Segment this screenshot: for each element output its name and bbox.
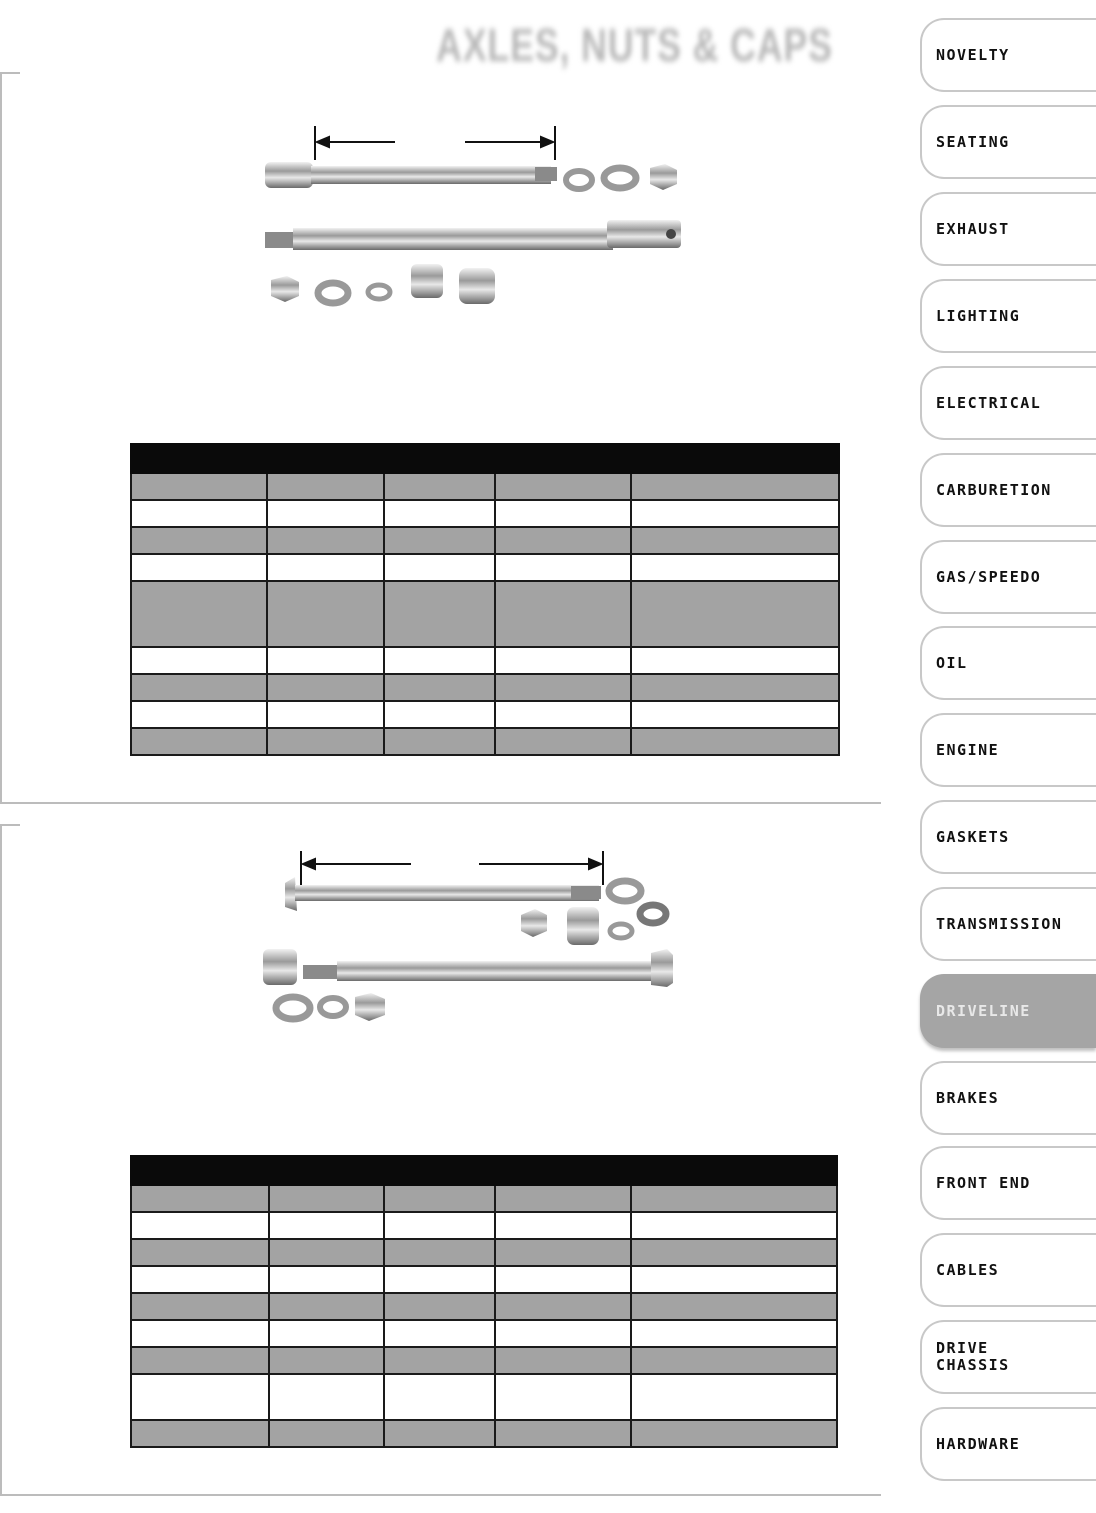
tab-label: DRIVE CHASSIS: [936, 1339, 1010, 1374]
tab-label: SEATING: [936, 132, 1010, 151]
tab-label: BRAKES: [936, 1088, 1000, 1107]
spec-table-1: [130, 443, 840, 756]
tab-oil[interactable]: [920, 626, 1096, 700]
tab-label: ELECTRICAL: [936, 393, 1042, 412]
tab-label: NOVELTY: [936, 45, 1010, 64]
tab-exhaust[interactable]: [920, 192, 1096, 266]
axle-kit-photo-1: [255, 120, 695, 320]
tab-engine[interactable]: [920, 713, 1096, 787]
table-row: [131, 1420, 837, 1447]
tab-label: FRONT END: [936, 1173, 1031, 1192]
tab-label: LIGHTING: [936, 306, 1021, 325]
tab-label: TRANSMISSION: [936, 914, 1063, 933]
tab-label: GAS/SPEEDO: [936, 567, 1042, 586]
table-row: [131, 500, 839, 527]
dimension-arrow: [301, 851, 603, 885]
dimension-arrow: [315, 126, 555, 160]
table-row: [131, 1212, 837, 1239]
table-row: [131, 1239, 837, 1266]
tab-seating[interactable]: [920, 105, 1096, 179]
table-row: [131, 1374, 837, 1420]
tab-label: CABLES: [936, 1260, 1000, 1279]
tab-transmission[interactable]: [920, 887, 1096, 961]
tab-label: HARDWARE: [936, 1434, 1021, 1453]
table-row: [131, 527, 839, 554]
tab-gas-speedo[interactable]: [920, 540, 1096, 614]
page-title: AXLES, NUTS & CAPS: [436, 19, 833, 71]
table-row: [131, 701, 839, 728]
tab-cables[interactable]: [920, 1233, 1096, 1307]
table-header-row: [131, 1156, 837, 1185]
table-header-row: [131, 444, 839, 473]
tab-label: DRIVELINE: [936, 1001, 1031, 1020]
table-row: [131, 581, 839, 647]
tab-novelty[interactable]: [920, 18, 1096, 92]
tab-electrical[interactable]: [920, 366, 1096, 440]
tab-label: OIL: [936, 653, 968, 672]
table-row: [131, 1347, 837, 1374]
tab-hardware[interactable]: [920, 1407, 1096, 1481]
table-row: [131, 554, 839, 581]
tab-brakes[interactable]: [920, 1061, 1096, 1135]
spec-table-2: [130, 1155, 838, 1448]
table-row: [131, 1266, 837, 1293]
table-row: [131, 674, 839, 701]
tab-drive-chassis[interactable]: [920, 1320, 1096, 1394]
table-row: [131, 647, 839, 674]
table-row: [131, 728, 839, 755]
tab-label: ENGINE: [936, 740, 1000, 759]
tab-label: CARBURETION: [936, 480, 1052, 499]
table-row: [131, 1185, 837, 1212]
tab-gaskets[interactable]: [920, 800, 1096, 874]
tab-front-end[interactable]: [920, 1146, 1096, 1220]
tab-lighting[interactable]: [920, 279, 1096, 353]
tab-carburetion[interactable]: [920, 453, 1096, 527]
table-row: [131, 1320, 837, 1347]
table-row: [131, 473, 839, 500]
axle-kit-photo-2: [255, 845, 695, 1030]
tab-label: EXHAUST: [936, 219, 1010, 238]
tab-driveline[interactable]: [920, 974, 1096, 1048]
table-row: [131, 1293, 837, 1320]
tab-label: GASKETS: [936, 827, 1010, 846]
